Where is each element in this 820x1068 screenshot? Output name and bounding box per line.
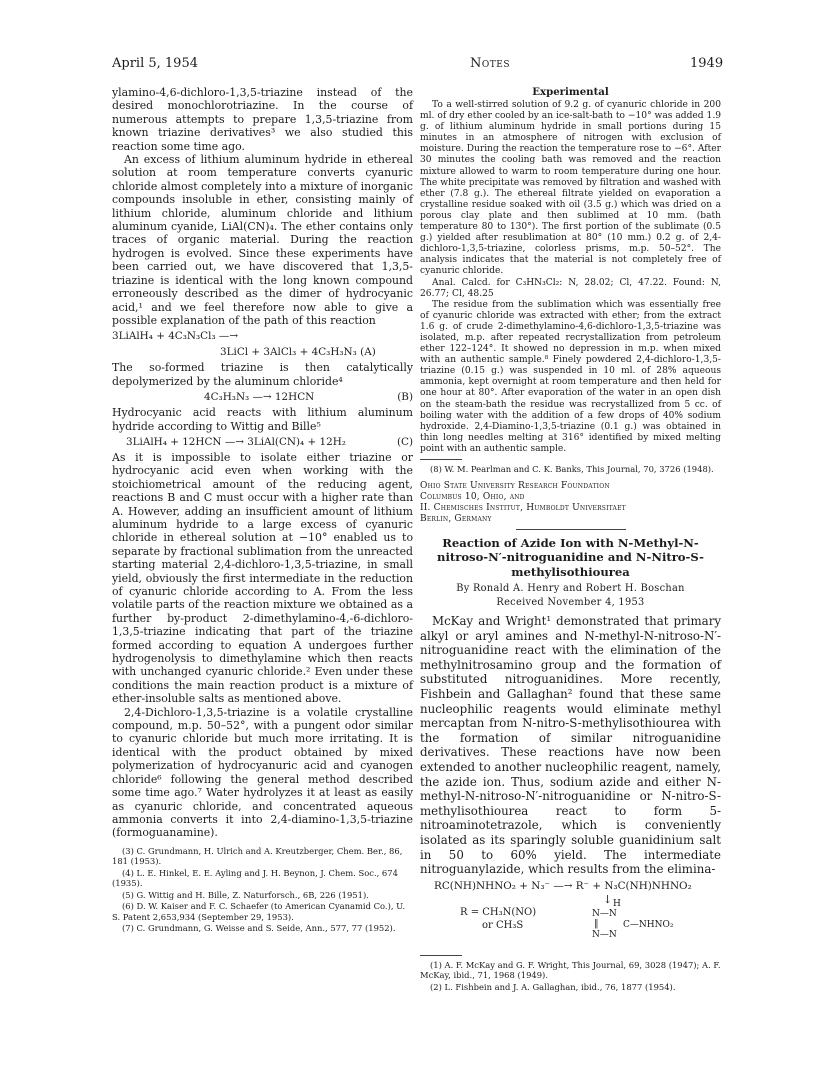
left-column xyxy=(112,86,413,935)
tetrazole-bottom-bond: N—N xyxy=(592,929,617,940)
arrow-down-icon: ↓ xyxy=(603,892,613,906)
reaction-scheme-equation: RC(NH)NHNO₂ + N₃⁻ —→ R⁻ + N₃C(NH)NHNO₂ xyxy=(434,879,692,892)
header-section: Notes xyxy=(470,56,510,71)
received-date: Received November 4, 1953 xyxy=(496,597,645,608)
byline: By Ronald A. Henry and Robert H. Boschan xyxy=(456,583,685,594)
footnote: (7) C. Grundmann, G. Weisse and S. Seide, Ann., 577, 77 (1952). xyxy=(122,923,396,934)
tetrazole-h: H xyxy=(613,898,621,909)
equation-a-line2 xyxy=(112,345,413,359)
scheme-r-alternative: or CH₃S xyxy=(482,919,524,931)
footnote: (2) L. Fishbein and J. A. Gallaghan, ibid., 76, 1877 (1954). xyxy=(430,981,676,992)
paragraph: 2,4-Dichloro-1,3,5-triazine is a volatile crystalline compound, m.p. 50–52°, with a pungent odor similar to cyanuric chloride but much more irritating. It is identical with the product obtained by mixed polymerization of hydrocyanuric acid and cyanogen chloride⁶ following the general method described some time ago.⁷ Water hydrolyzes it at least as easily as cyanuric chloride, and concentrated aqueous ammonia converts it into 2,4-diamino-1,3,5-triazine (formoguanamine). xyxy=(112,705,413,840)
tetrazole-substituent: C—NHNO₂ xyxy=(623,919,674,930)
equation-b-text: 4C₃H₃N₃ —→ 12HCN xyxy=(204,391,315,404)
footnote-divider xyxy=(420,955,462,956)
equation-c-text: 3LiAlH₄ + 12HCN —→ 3LiAl(CN)₄ + 12H₂ xyxy=(126,435,346,448)
paragraph: As it is impossible to isolate either triazine or hydrocyanic acid even when working with the stoichiometrical amount of the reducing agent, reactions B and C must occur with a higher rate than A. However, adding an insufficient amount of lithium aluminum hydride to a large excess of cyanuric chloride in ethereal solution at −10° enabled us to separate by fractional sublimation from the unreacted starting material 2,4-dichloro-1,3,5-triazine, in small yield, obviously the first intermediate in the reduction of cyanuric chloride according to A. From the less volatile parts of the reaction mixture we obtained as a further by-product 2-dimethylamino-4,-6-dichloro-1,3,5-triazine indicating that part of the triazine formed according to equation A undergoes further hydrogenolysis to dimethylamine which then reacts with unchanged cyanuric chloride.² Even under these conditions the main reaction product is a mixture of ether-insoluble salts as mentioned above. xyxy=(112,450,413,706)
footnote: (3) C. Grundmann, H. Ulrich and A. Kreutzberger, Chem. Ber., 86, 181 (1953). xyxy=(112,845,403,867)
equation-b xyxy=(112,390,413,404)
footnote: (8) W. M. Pearlman and C. K. Banks, This Journal, 70, 3726 (1948). xyxy=(430,464,714,474)
footnote: (1) A. F. McKay and G. F. Wright, This Journal, 69, 3028 (1947); A. F. McKay, ibid., 71, 1968 (1949). xyxy=(420,959,721,981)
tetrazole-top-bond: N—N xyxy=(592,908,617,919)
section-heading-experimental: Experimental xyxy=(532,86,609,98)
equation-a-products: 3LiCl + 3AlCl₃ + 4C₃H₃N₃ xyxy=(220,346,357,359)
header-page-number: 1949 xyxy=(690,56,724,71)
paragraph: McKay and Wright¹ demonstrated that primary alkyl or aryl amines and N-methyl-N-nitroso-N′-nitroguanidine react with the elimination of the methylnitrosamino group and the formation of substituted nitroguanidines. More recently, Fishbein and Gallaghan² found that these same nucleophilic reagents would eliminate methyl mercaptan from N-nitro-S-methylisothiourea with the formation of similar nitroguanidine derivatives. These reactions have now been extended to another nucleophilic reagent, namely, the azide ion. Thus, sodium azide and either N-methyl-N-nitroso-N′-nitroguanidine or N-nitro-S-methylisothiourea react to form 5-nitroaminotetrazole, which is conveniently isolated as its sparingly soluble guanidinium salt in 50 to 60% yield. The intermediate nitroguanylazide, which results from the elimina- xyxy=(420,614,721,877)
equation-a-line1: 3LiAlH₄ + 4C₃N₃Cl₃ —→ xyxy=(112,330,239,343)
header-date: April 5, 1954 xyxy=(112,56,198,71)
paragraph: To a well-stirred solution of 9.2 g. of cyanuric chloride in 200 ml. of dry ether cooled by an ice-salt-bath to −10° was added 1.9 g. of lithium aluminum hydride in small portions during 15 minutes in an atmosphere of nitrogen with exclusion of moisture. During the reaction the temperature rose to −6°. After 30 minutes the cooling bath was removed and the reaction mixture allowed to warm to room temperature during one hour. The white precipitate was removed by filtration and washed with ether (7.8 g.). The ethereal filtrate yielded on evaporation a crystalline residue soaked with oil (3.5 g.) which was dried on a porous clay plate and then sublimed at 10 mm. (bath temperature 80 to 130°). The first portion of the sublimate (0.5 g.) yielded after resublimation at 80° (10 mm.) 0.2 g. of 2,4-dichloro-1,3,5-triazine, colorless prisms, m.p. 50–52°. The analysis indicates that the material is not completely free of cyanuric chloride. xyxy=(420,100,721,277)
equation-c xyxy=(112,435,413,449)
address-line: Columbus 10, Ohio, and xyxy=(420,491,525,502)
address-line: Berlin, Germany xyxy=(420,513,492,524)
article-title: Reaction of Azide Ion with N-Methyl-N-nitroso-N′-nitroguanidine and N-Nitro-S-methylisothiourea xyxy=(437,535,704,579)
paragraph: The residue from the sublimation which was essentially free of cyanuric chloride was extracted with ether; from the extract 1.6 g. of crude 2-dimethylamino-4,6-dichloro-1,3,5-triazine was isolated, m.p. after repeated recrystallization from petroleum ether 122–124°. It showed no depression in m.p. when mixed with an authentic sample.⁸ Finely powdered 2,4-dichloro-1,3,5-triazine (0.15 g.) was suspended in 10 ml. of 28% aqueous ammonia, kept overnight at room temperature and then held for one hour at 80°. After evaporation of the water in an open dish on the steam-bath the residue was recrystallized from 5 cc. of boiling water with the addition of a few drops of 40% sodium hydroxide. 2,4-Diamino-1,3,5-triazine (0.1 g.) was obtained in thin long needles melting at 316° identified by mixed melting point with an authentic sample. xyxy=(420,299,721,454)
article-divider xyxy=(516,529,626,530)
address-line: Ohio State University Research Foundation xyxy=(420,480,610,491)
equation-c-label: (C) xyxy=(396,435,413,448)
paragraph: ylamino-4,6-dichloro-1,3,5-triazine instead of the desired monochlorotriazine. In the course of numerous attempts to prepare 1,3,5-triazine from known triazine derivatives³ we also studied this reaction some time ago. xyxy=(112,86,413,153)
paragraph: An excess of lithium aluminum hydride in ethereal solution at room temperature converts cyanuric chloride almost completely into a mixture of inorganic compounds insoluble in ether, consisting mainly of lithium chloride, aluminum chloride and lithium aluminum cyanide, LiAl(CN)₄. The ether contains only traces of organic material. During the reaction hydrogen is evolved. Since these experiments have been carried out, we have discovered that 1,3,5-triazine is identical with the long known compound erroneously described as the dimer of hydrocyanic acid,¹ and we feel therefore now able to give a possible explanation of the path of this reaction xyxy=(112,153,413,327)
tetrazole-double-bond-icon: ‖ xyxy=(594,918,599,929)
footnote-divider xyxy=(420,459,462,460)
footnote: (6) D. W. Kaiser and F. C. Schaefer (to American Cyanamid Co.), U. S. Patent 2,653,934 (September 29, 1953). xyxy=(112,901,406,922)
reaction-scheme xyxy=(420,892,721,951)
right-column xyxy=(420,86,721,993)
paragraph: The so-formed triazine is then catalytically depolymerized by the aluminum chloride⁴ xyxy=(112,361,413,388)
equation-b-label: (B) xyxy=(397,391,413,404)
paragraph: Hydrocyanic acid reacts with lithium aluminum hydride according to Wittig and Bille⁵ xyxy=(112,406,413,433)
footnote: (4) L. E. Hinkel, E. E. Ayling and J. H. Beynon, J. Chem. Soc., 674 (1935). xyxy=(112,867,398,889)
footnote: (5) G. Wittig and H. Bille, Z. Naturforsch., 6B, 226 (1951). xyxy=(122,889,369,900)
address-line: II. Chemisches Institut, Humboldt Universitaet xyxy=(420,502,626,513)
analysis-line: Anal. Calcd. for C₃HN₃Cl₂: N, 28.02; Cl, 47.22. Found: N, 26.77; Cl, 48.25 xyxy=(420,277,721,299)
equation-a-label: (A) xyxy=(360,346,376,359)
scheme-r-definition: R = CH₃N(NO) xyxy=(460,906,537,918)
